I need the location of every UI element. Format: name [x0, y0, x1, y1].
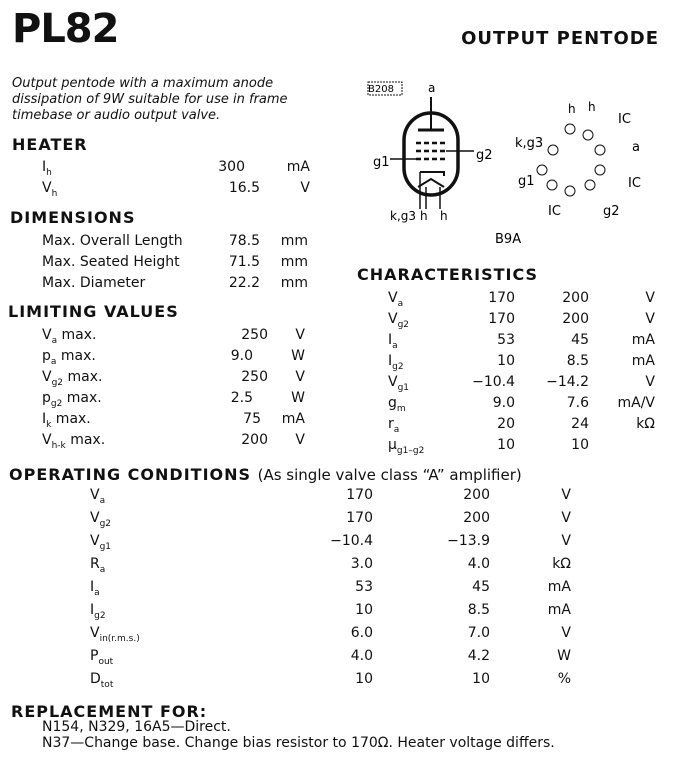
param-value: 300: [218, 159, 245, 175]
pin-label: IC: [618, 112, 631, 127]
operating-heading: OPERATING CONDITIONS (As single valve class “A” amplifier): [9, 465, 522, 484]
pin-label: k,g3: [515, 136, 544, 151]
param-symbol: $V_a$: [90, 487, 106, 506]
param-unit: V: [561, 533, 571, 549]
param-value: 75: [243, 411, 261, 427]
label-kg3: k,g3: [390, 209, 417, 223]
param-unit: mA: [631, 332, 655, 348]
param-value-2: −13.9: [447, 533, 490, 549]
diagram-code: B208: [368, 84, 394, 95]
param-symbol: $V_a$: [388, 290, 404, 309]
replacement-line: N154, N329, 16A5—Direct.: [42, 719, 231, 735]
param-value-1: 170: [346, 510, 373, 526]
intro-text: Output pentode with a maximum anode dissipation of 9W suitable for use in frame timebase or audio output valve.: [12, 76, 288, 123]
label-h: h: [440, 209, 448, 223]
param-value: 22.2: [228, 275, 260, 291]
param-symbol: $V_{g2}$: [388, 311, 410, 330]
param-value-1: 10: [355, 602, 373, 618]
param-value-2: 45: [571, 332, 589, 348]
param-symbol: $r_a$: [388, 416, 400, 435]
param-value-2: 200: [463, 487, 490, 503]
param-value-2: 200: [562, 311, 589, 327]
param-symbol: $I_{g2}$: [90, 602, 106, 621]
pin-label: h: [588, 100, 596, 114]
param-unit: V: [300, 180, 310, 196]
param-value-1: −10.4: [472, 374, 515, 390]
param-unit: W: [557, 648, 571, 664]
param-value: 9.0: [230, 348, 253, 364]
pin-label: g1: [518, 174, 535, 189]
page-subtitle: OUTPUT PENTODE: [461, 28, 659, 49]
base-type: B9A: [495, 232, 522, 247]
param-unit: V: [561, 487, 571, 503]
param-symbol: $I_{g2}$: [388, 353, 404, 372]
grid-lines: [416, 143, 446, 159]
param-value-1: 170: [488, 311, 515, 327]
param-value: 200: [241, 432, 268, 448]
param-symbol: $D_{tot}$: [90, 671, 114, 690]
param-value-2: 7.0: [467, 625, 490, 641]
param-value-2: 45: [472, 579, 490, 595]
param-value-2: −14.2: [546, 374, 589, 390]
param-unit: mA: [547, 602, 571, 618]
base-pins: [537, 124, 605, 196]
param-symbol: $V_{g1}$: [90, 533, 112, 552]
param-unit: mm: [280, 254, 308, 270]
param-unit: V: [295, 327, 305, 343]
param-unit: mm: [280, 233, 308, 249]
operating-note: (As single valve class “A” amplifier): [257, 466, 522, 484]
param-symbol: $P_{out}$: [90, 648, 114, 667]
dimensions-heading: DIMENSIONS: [10, 208, 136, 227]
param-unit: mA: [547, 579, 571, 595]
param-symbol: $I_a$: [388, 332, 398, 351]
param-value-2: 24: [571, 416, 589, 432]
param-unit: mA: [281, 411, 305, 427]
param-value-1: 3.0: [350, 556, 373, 572]
param-unit: W: [291, 348, 305, 364]
param-value-2: 10: [472, 671, 490, 687]
param-label: Max. Diameter: [42, 275, 146, 291]
param-unit: V: [645, 374, 655, 390]
valve-diagram: [360, 75, 670, 250]
param-value-2: 7.6: [566, 395, 589, 411]
param-unit: mA: [631, 353, 655, 369]
param-unit: V: [645, 290, 655, 306]
param-symbol: $V_{in(r.m.s.)}$: [90, 625, 140, 644]
page-title: PL82: [12, 6, 119, 52]
param-value: 250: [241, 369, 268, 385]
param-symbol: $\mu_{g1-g2}$: [388, 437, 425, 456]
label-h: h: [420, 209, 428, 223]
param-unit: mA/V: [617, 395, 655, 411]
param-value-1: 9.0: [492, 395, 515, 411]
param-unit: V: [561, 510, 571, 526]
replacement-heading: REPLACEMENT FOR:: [11, 702, 208, 721]
param-symbol: $g_m$: [388, 395, 406, 414]
param-symbol: $V_{g2}$ max.: [42, 369, 103, 388]
param-symbol: $V_{g1}$: [388, 374, 410, 393]
param-value: 250: [241, 327, 268, 343]
param-value: 78.5: [228, 233, 260, 249]
param-label: Max. Overall Length: [42, 233, 183, 249]
param-unit: W: [291, 390, 305, 406]
param-value-1: 53: [355, 579, 373, 595]
pin-label: a: [632, 140, 640, 155]
pin-label: IC: [548, 204, 561, 219]
param-unit: V: [561, 625, 571, 641]
param-value-1: 20: [497, 416, 515, 432]
pin-label: IC: [628, 176, 641, 191]
param-label: Max. Seated Height: [42, 254, 180, 270]
param-unit: V: [295, 369, 305, 385]
characteristics-heading: CHARACTERISTICS: [357, 265, 539, 284]
pin-label: h: [568, 102, 576, 116]
param-symbol: $V_a$ max.: [42, 327, 97, 346]
param-value-1: 53: [497, 332, 515, 348]
param-symbol: $I_k$ max.: [42, 411, 91, 430]
param-symbol: $R_a$: [90, 556, 106, 575]
param-symbol: $p_a$ max.: [42, 348, 96, 367]
param-value-2: 200: [463, 510, 490, 526]
param-value-2: 4.0: [467, 556, 490, 572]
param-value-1: 10: [497, 353, 515, 369]
param-value-2: 10: [571, 437, 589, 453]
param-value-1: −10.4: [330, 533, 373, 549]
label-g2: g2: [476, 148, 493, 163]
param-value-1: 170: [488, 290, 515, 306]
param-value-1: 4.0: [350, 648, 373, 664]
heater-filament: [418, 179, 444, 187]
param-value-1: 6.0: [350, 625, 373, 641]
param-unit: kΩ: [636, 416, 655, 432]
param-symbol: $V_h$: [42, 180, 58, 199]
param-value-1: 10: [497, 437, 515, 453]
param-value-2: 8.5: [566, 353, 589, 369]
pin-label: g2: [603, 204, 620, 219]
param-symbol: $I_h$: [42, 159, 52, 178]
param-unit: kΩ: [552, 556, 571, 572]
param-symbol: $I_a$: [90, 579, 100, 598]
param-unit: V: [295, 432, 305, 448]
param-unit: V: [645, 311, 655, 327]
replacement-line: N37—Change base. Change bias resistor to 170Ω. Heater voltage differs.: [42, 735, 555, 751]
limiting-heading: LIMITING VALUES: [8, 302, 179, 321]
param-symbol: $p_{g2}$ max.: [42, 390, 102, 409]
param-value-2: 8.5: [467, 602, 490, 618]
heater-heading: HEATER: [12, 135, 88, 154]
param-unit: %: [557, 671, 571, 687]
param-value: 16.5: [228, 180, 260, 196]
param-value: 71.5: [228, 254, 260, 270]
param-value-1: 10: [355, 671, 373, 687]
param-value-2: 200: [562, 290, 589, 306]
label-g1: g1: [373, 155, 390, 170]
param-value: 2.5: [230, 390, 253, 406]
param-unit: mA: [286, 159, 310, 175]
param-symbol: $V_{h-k}$ max.: [42, 432, 106, 451]
param-value-2: 4.2: [467, 648, 490, 664]
label-anode: a: [428, 81, 436, 95]
param-unit: mm: [280, 275, 308, 291]
param-value-1: 170: [346, 487, 373, 503]
cathode: [420, 172, 444, 176]
param-symbol: $V_{g2}$: [90, 510, 112, 529]
